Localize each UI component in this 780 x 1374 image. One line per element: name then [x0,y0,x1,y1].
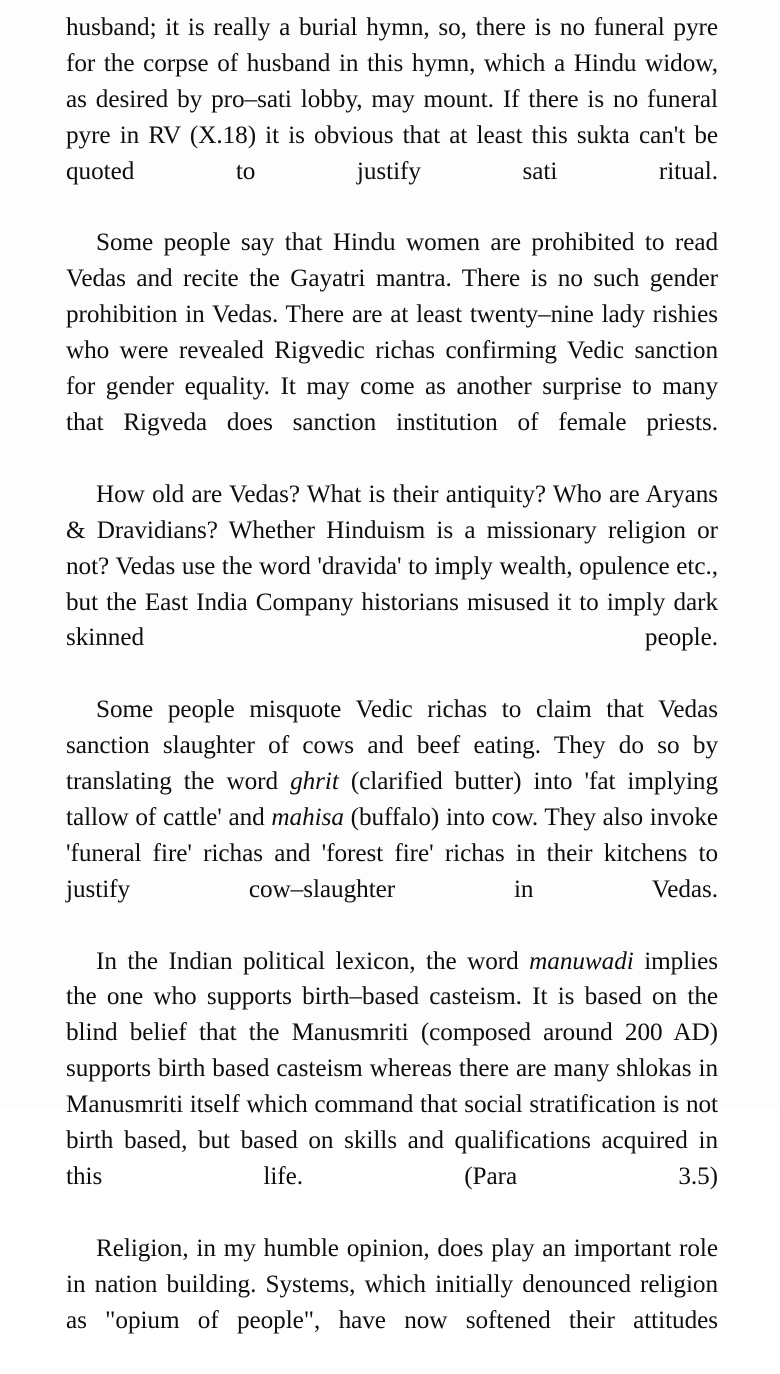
italic-term: manuwadi [529,947,634,975]
italic-term: ghrit [290,768,339,796]
text-run: (buffalo) into cow. They also invoke 'funeral fire' richas and 'forest fire' richas in their kitchens to justify cow–slaughter in Vedas. [66,803,719,903]
paragraph-5 [66,944,718,1231]
paragraph-2 [66,225,718,476]
text-run: Some people say that Hindu women are prohibited to read Vedas and recite the Gayatri mantra. There is no such gender prohibition in Vedas. There are at least twenty–nine lady rishies who were revealed Rigvedic richas confirming Vedic sanction for gender equality. It may come as another surprise to many that Rigveda does sanction institution of female priests. [66,229,718,436]
paragraph-4 [66,692,718,943]
text-run: How old are Vedas? What is their antiquity? Who are Aryans & Dravidians? Whether Hinduism is a missionary religion or not? Vedas use the word 'dravida' to imply wealth, opulence etc., but the East India Company historians misused it to imply dark skinned people. [66,480,718,652]
paragraph-1 [66,10,718,225]
text-run: Religion, in my humble opinion, does play an important role in nation building. Systems, which initially denounced religion as "opium of people", have now softened their attitudes [66,1234,718,1334]
text-column [66,10,718,1374]
text-run: Some people misquote Vedic richas to claim that Vedas sanction slaughter of cows and beef eating. They do so by translating the word [66,696,718,796]
text-run: (clarified butter) into 'fat implying tallow of cattle' and [66,768,718,831]
paragraph-6 [66,1231,718,1374]
italic-term: mahisa [271,803,344,831]
text-run: husband; it is really a burial hymn, so, there is no funeral pyre for the corpse of husband in this hymn, which a Hindu widow, as desired by pro–sati lobby, may mount. If there is no funeral pyre in RV (X.18) it is obvious that at least this sukta can't be quoted to justify sati ritual. [66,14,718,185]
text-run: implies the one who supports birth–based casteism. It is based on the blind belief that the Manusmriti (composed around 200 AD) supports birth based casteism whereas there are many shlokas in Manusmriti itself which command that social stratification is not birth based, but based on skills and qualifications acquired in this life. (Para 3.5) [66,947,718,1190]
text-run: In the Indian political lexicon, the word [96,947,530,975]
paragraph-3 [66,477,718,692]
